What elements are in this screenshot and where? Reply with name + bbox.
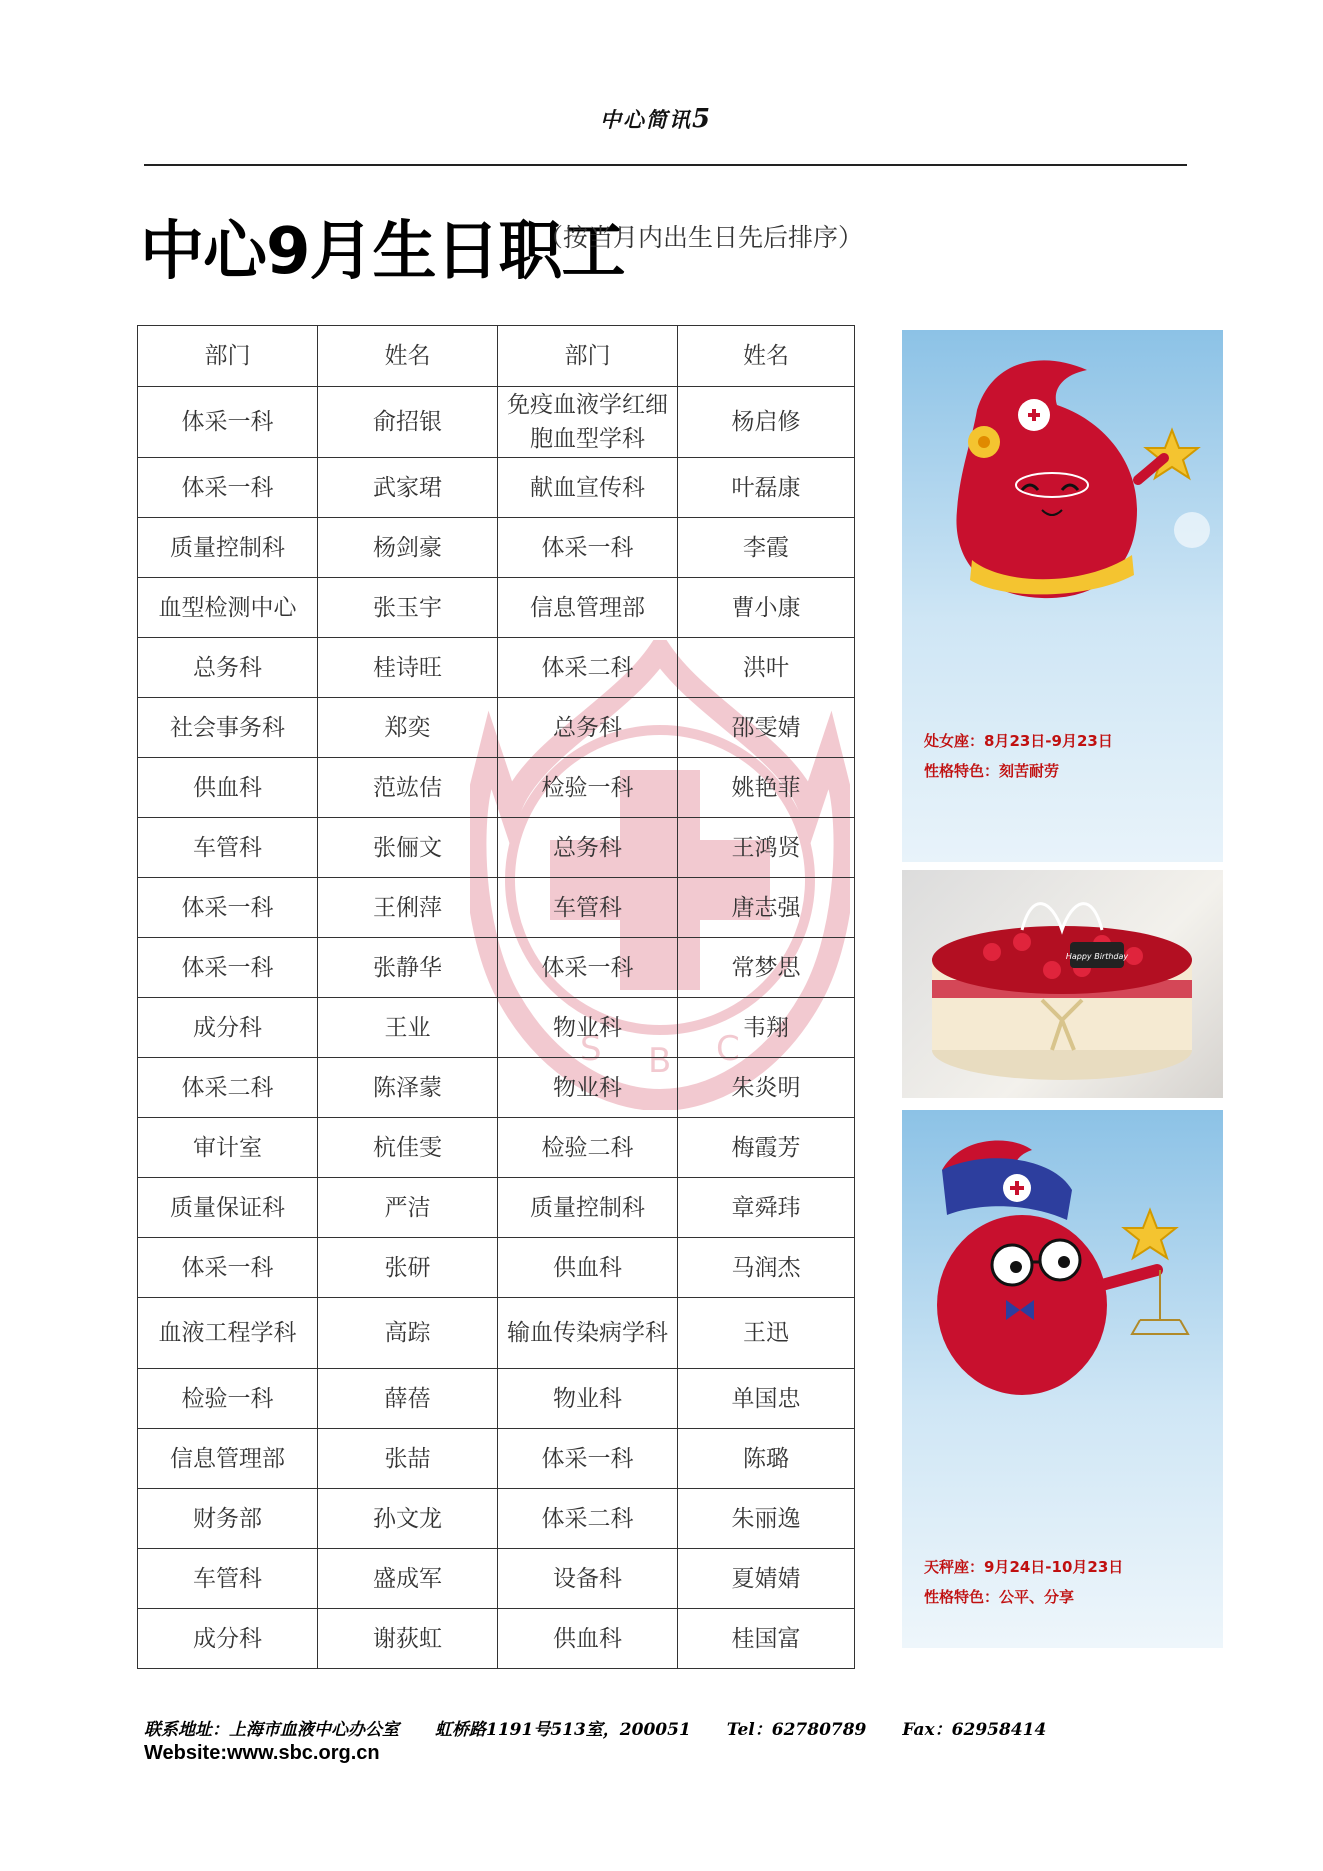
table-header-row xyxy=(138,326,855,387)
cell-name-1: 王俐萍 xyxy=(318,878,498,938)
header-divider xyxy=(144,164,1187,166)
cell-name-2: 洪叶 xyxy=(678,638,855,698)
cell-department-2: 供血科 xyxy=(498,1609,678,1669)
cell-department-2: 体采二科 xyxy=(498,1489,678,1549)
virgo-traits: 性格特色：刻苦耐劳 xyxy=(924,762,1060,780)
cell-name-2: 常梦思 xyxy=(678,938,855,998)
cell-name-2: 邵雯婧 xyxy=(678,698,855,758)
cell-name-2: 桂国富 xyxy=(678,1609,855,1669)
cell-name-2: 姚艳菲 xyxy=(678,758,855,818)
cell-name-2: 梅霞芳 xyxy=(678,1118,855,1178)
cell-department-1: 体采一科 xyxy=(138,878,318,938)
cell-name-1: 薛蓓 xyxy=(318,1369,498,1429)
cell-department-1: 信息管理部 xyxy=(138,1429,318,1489)
table-row xyxy=(138,998,855,1058)
cell-name-2: 马润杰 xyxy=(678,1238,855,1298)
cell-department-2: 总务科 xyxy=(498,818,678,878)
cell-name-1: 张喆 xyxy=(318,1429,498,1489)
cell-name-1: 盛成军 xyxy=(318,1549,498,1609)
cell-department-1: 血型检测中心 xyxy=(138,578,318,638)
table-row xyxy=(138,1489,855,1549)
birthday-cake-icon xyxy=(902,870,1223,1098)
footer-address: 联系地址：上海市血液中心办公室 xyxy=(144,1720,399,1740)
newsletter-header xyxy=(600,104,712,134)
footer-street: 虹桥路1191号513室，200051 xyxy=(435,1720,691,1740)
footer-website: Website:www.sbc.org.cn xyxy=(144,1742,380,1764)
footer-contact xyxy=(144,1715,1082,1740)
cell-department-1: 审计室 xyxy=(138,1118,318,1178)
cell-name-1: 张静华 xyxy=(318,938,498,998)
cell-department-1: 成分科 xyxy=(138,1609,318,1669)
cell-department-2: 献血宣传科 xyxy=(498,458,678,518)
table-row xyxy=(138,1298,855,1369)
cell-name-2: 唐志强 xyxy=(678,878,855,938)
cell-name-1: 武家珺 xyxy=(318,458,498,518)
cell-department-2: 物业科 xyxy=(498,998,678,1058)
cell-department-1: 体采二科 xyxy=(138,1058,318,1118)
cake-topper-text: Happy Birthday xyxy=(1065,952,1129,961)
cell-name-1: 桂诗旺 xyxy=(318,638,498,698)
cell-department-1: 体采一科 xyxy=(138,458,318,518)
header-department-1: 部门 xyxy=(138,326,318,387)
cell-name-2: 李霞 xyxy=(678,518,855,578)
table-row xyxy=(138,1609,855,1669)
table-row xyxy=(138,938,855,998)
table-row xyxy=(138,1549,855,1609)
header-department-2: 部门 xyxy=(498,326,678,387)
cell-department-1: 体采一科 xyxy=(138,1238,318,1298)
cell-name-2: 朱炎明 xyxy=(678,1058,855,1118)
cell-department-1: 成分科 xyxy=(138,998,318,1058)
cell-department-2: 供血科 xyxy=(498,1238,678,1298)
virgo-zodiac-text xyxy=(924,726,1113,786)
cell-name-1: 范竑佶 xyxy=(318,758,498,818)
cell-name-2: 章舜玮 xyxy=(678,1178,855,1238)
cell-name-2: 王迅 xyxy=(678,1298,855,1369)
cell-department-2: 物业科 xyxy=(498,1369,678,1429)
cell-name-1: 俞招银 xyxy=(318,387,498,458)
cell-department-2: 设备科 xyxy=(498,1549,678,1609)
cell-department-1: 血液工程学科 xyxy=(138,1298,318,1369)
cell-department-2: 免疫血液学红细胞血型学科 xyxy=(498,387,678,458)
cell-name-2: 单国忠 xyxy=(678,1369,855,1429)
cell-department-1: 检验一科 xyxy=(138,1369,318,1429)
page-title: 中心9月生日职工 xyxy=(140,215,625,289)
cell-name-1: 严洁 xyxy=(318,1178,498,1238)
libra-dates: 天秤座：9月24日-10月23日 xyxy=(924,1558,1124,1576)
cell-department-1: 车管科 xyxy=(138,1549,318,1609)
cell-department-2: 体采一科 xyxy=(498,518,678,578)
cell-department-2: 体采一科 xyxy=(498,1429,678,1489)
table-row xyxy=(138,818,855,878)
libra-zodiac-text xyxy=(924,1552,1123,1612)
footer-fax: Fax：62958414 xyxy=(902,1720,1047,1740)
cell-name-1: 张俪文 xyxy=(318,818,498,878)
cell-name-2: 王鸿贤 xyxy=(678,818,855,878)
cell-name-2: 杨启修 xyxy=(678,387,855,458)
cell-name-1: 张研 xyxy=(318,1238,498,1298)
table-row xyxy=(138,1369,855,1429)
cell-department-1: 财务部 xyxy=(138,1489,318,1549)
header-name-2: 姓名 xyxy=(678,326,855,387)
cell-department-2: 输血传染病学科 xyxy=(498,1298,678,1369)
cell-department-2: 体采一科 xyxy=(498,938,678,998)
cell-name-1: 王业 xyxy=(318,998,498,1058)
cell-department-1: 体采一科 xyxy=(138,387,318,458)
libra-traits: 性格特色：公平、分享 xyxy=(924,1588,1075,1606)
virgo-panel xyxy=(902,330,1223,862)
table-row xyxy=(138,1238,855,1298)
watermark-letter-c: C xyxy=(716,1029,740,1069)
cake-panel xyxy=(902,870,1223,1098)
cell-name-2: 曹小康 xyxy=(678,578,855,638)
cell-name-1: 孙文龙 xyxy=(318,1489,498,1549)
cell-name-1: 杭佳雯 xyxy=(318,1118,498,1178)
cell-name-1: 谢荻虹 xyxy=(318,1609,498,1669)
libra-panel xyxy=(902,1110,1223,1648)
header-name-1: 姓名 xyxy=(318,326,498,387)
cell-name-1: 张玉宇 xyxy=(318,578,498,638)
table-row xyxy=(138,1429,855,1489)
cell-department-2: 检验二科 xyxy=(498,1118,678,1178)
cell-department-2: 质量控制科 xyxy=(498,1178,678,1238)
watermark-letter-s: S xyxy=(580,1029,602,1069)
cell-name-1: 陈泽蒙 xyxy=(318,1058,498,1118)
cell-department-2: 检验一科 xyxy=(498,758,678,818)
table-row xyxy=(138,1118,855,1178)
cell-department-2: 体采二科 xyxy=(498,638,678,698)
table-row xyxy=(138,1058,855,1118)
cell-department-1: 供血科 xyxy=(138,758,318,818)
cell-department-2: 信息管理部 xyxy=(498,578,678,638)
newsletter-name: 中心简讯 xyxy=(600,107,692,132)
table-row xyxy=(138,578,855,638)
footer-tel: Tel：62780789 xyxy=(726,1720,867,1740)
table-row xyxy=(138,387,855,458)
cell-name-2: 叶磊康 xyxy=(678,458,855,518)
table-row xyxy=(138,458,855,518)
watermark-letter-b: B xyxy=(648,1041,672,1081)
table-row xyxy=(138,698,855,758)
page-subtitle: （按当月内出生日先后排序） xyxy=(538,223,864,252)
birthday-roster-table xyxy=(137,325,855,1669)
cell-department-1: 车管科 xyxy=(138,818,318,878)
table-row xyxy=(138,1178,855,1238)
cell-department-2: 总务科 xyxy=(498,698,678,758)
table-row xyxy=(138,518,855,578)
cell-department-1: 体采一科 xyxy=(138,938,318,998)
cell-name-2: 陈璐 xyxy=(678,1429,855,1489)
cell-department-2: 物业科 xyxy=(498,1058,678,1118)
cell-department-1: 质量控制科 xyxy=(138,518,318,578)
cell-department-1: 总务科 xyxy=(138,638,318,698)
cell-name-1: 郑奕 xyxy=(318,698,498,758)
page-number: 5 xyxy=(692,104,713,134)
cell-name-1: 杨剑豪 xyxy=(318,518,498,578)
cell-name-1: 高踪 xyxy=(318,1298,498,1369)
virgo-dates: 处女座：8月23日-9月23日 xyxy=(924,732,1113,750)
cell-name-2: 夏婧婧 xyxy=(678,1549,855,1609)
table-row xyxy=(138,638,855,698)
cell-department-1: 质量保证科 xyxy=(138,1178,318,1238)
cell-department-2: 车管科 xyxy=(498,878,678,938)
cell-name-2: 韦翔 xyxy=(678,998,855,1058)
table-row xyxy=(138,758,855,818)
cell-department-1: 社会事务科 xyxy=(138,698,318,758)
table-row xyxy=(138,878,855,938)
cell-name-2: 朱丽逸 xyxy=(678,1489,855,1549)
